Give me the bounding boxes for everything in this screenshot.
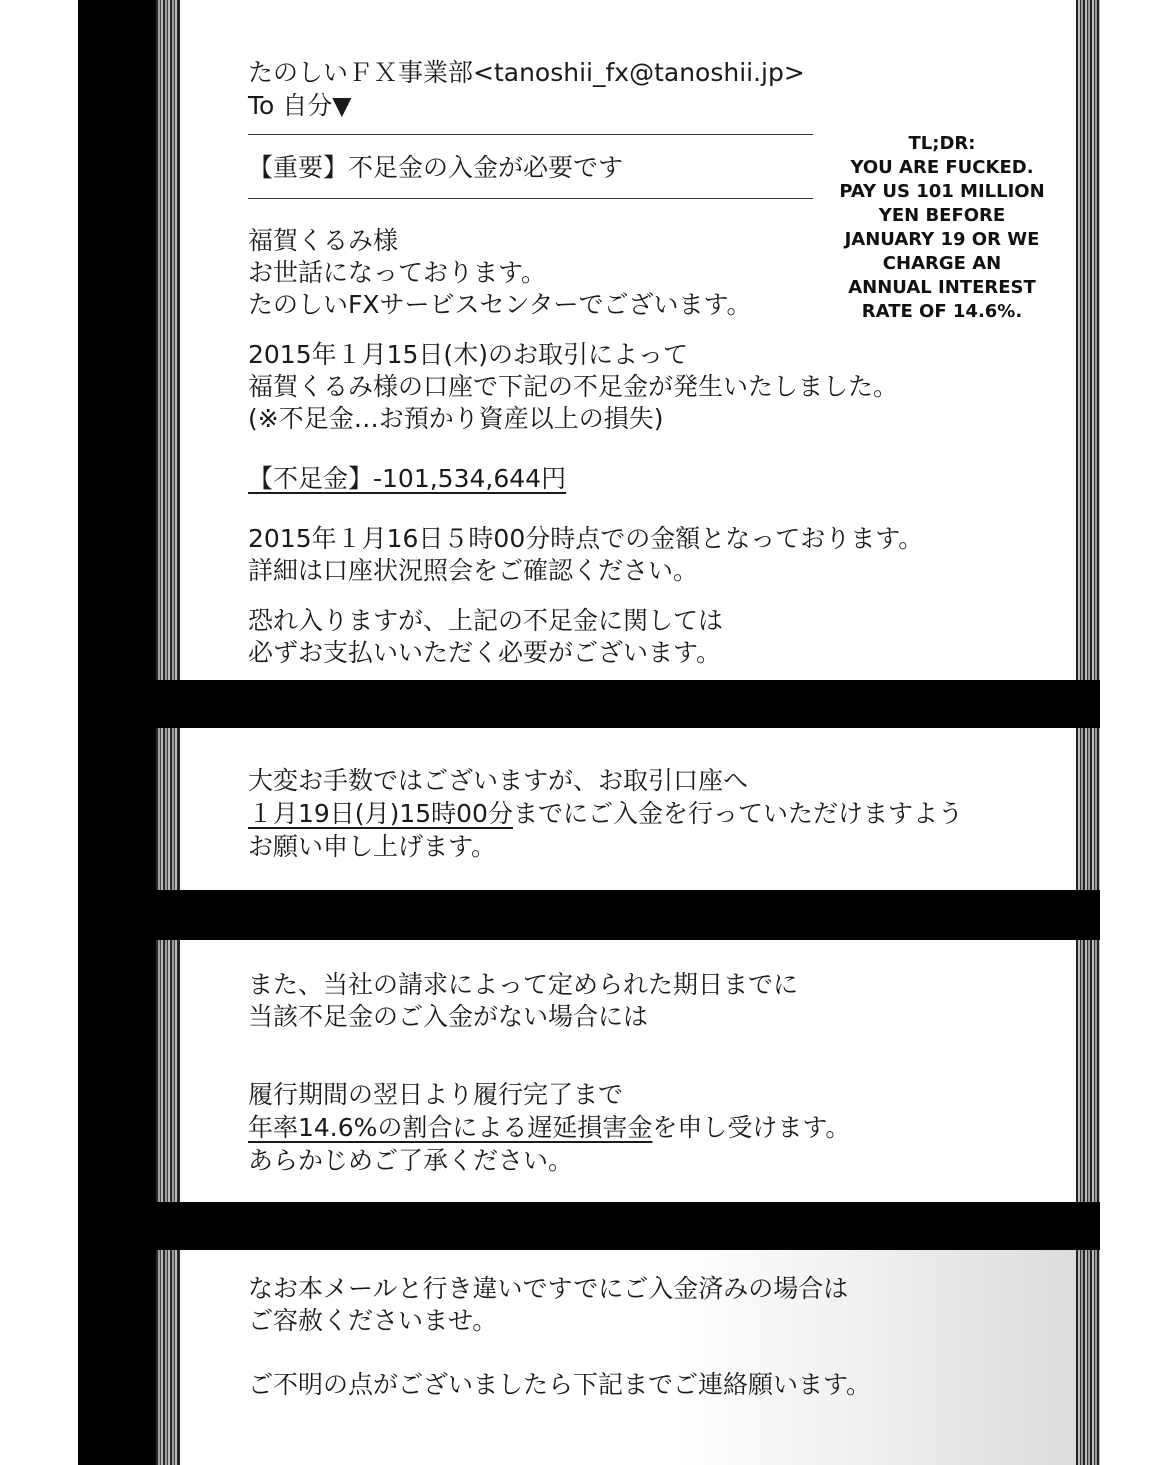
panel-divider — [156, 1202, 1100, 1250]
email-latefee-line — [248, 1111, 850, 1144]
translation-note-line: TL;DR: — [908, 133, 976, 154]
subject-divider — [248, 198, 813, 199]
translation-note-line: YEN BEFORE — [878, 205, 1006, 226]
translation-note-line: RATE OF 14.6%. — [861, 301, 1023, 322]
shortfall-amount: 【不足金】-101,534,644円 — [248, 464, 567, 493]
email-condition-line: 当該不足金のご入金がない場合には — [248, 1002, 649, 1031]
email-contact-line: ご不明の点がございましたら下記までご連絡願います。 — [248, 1370, 872, 1399]
translation-note-line: ANNUAL INTEREST — [848, 277, 1036, 298]
email-notice-line: 福賀くるみ様の口座で下記の不足金が発生いたしました。 — [248, 372, 899, 401]
email-deadline-rest: までにご入金を行っていただけますよう — [512, 799, 963, 828]
page-gutter-right — [1100, 0, 1168, 1465]
email-subject: 【重要】不足金の入金が必要です — [248, 153, 624, 182]
email-payment-line: 恐れ入りますが、上記の不足金に関しては — [248, 606, 724, 635]
translation-note — [826, 132, 1058, 324]
email-latefee-line: 履行期間の翌日より履行完了まで — [248, 1080, 624, 1109]
translation-note-line: PAY US 101 MILLION — [839, 181, 1045, 202]
email-payment-line: 必ずお支払いいただく必要がございます。 — [248, 638, 722, 667]
email-condition-line: また、当社の請求によって定められた期日までに — [248, 970, 799, 999]
panel-divider — [156, 680, 1100, 728]
email-latefee-line: あらかじめご了承ください。 — [248, 1146, 574, 1175]
email-deadline-line — [248, 797, 963, 830]
email-closing-line: なお本メールと行き違いですでにご入金済みの場合は — [248, 1274, 849, 1303]
email-recipient[interactable]: To 自分▼ — [248, 91, 352, 120]
email-notice-line: (※不足金…お預かり資産以上の損失) — [248, 404, 664, 433]
email-closing-line: ご容赦くださいませ。 — [248, 1306, 498, 1335]
email-deadline-line: 大変お手数ではございますが、お取引口座へ — [248, 766, 749, 795]
email-status-line: 2015年１月16日５時00分時点での金額となっております。 — [248, 524, 924, 553]
email-notice-line: 2015年１月15日(木)のお取引によって — [248, 340, 688, 369]
late-fee-rate: 年率14.6%の割合による遅延損害金 — [248, 1113, 653, 1142]
translation-note-line: YOU ARE FUCKED. — [850, 157, 1034, 178]
page-spine — [78, 0, 156, 1465]
email-greeting-line: たのしいFXサービスセンターでございます。 — [248, 290, 752, 319]
email-greeting-line: お世話になっております。 — [248, 258, 547, 287]
header-divider — [248, 134, 813, 135]
translation-note-line: CHARGE AN — [882, 253, 1002, 274]
email-status-line: 詳細は口座状況照会をご確認ください。 — [248, 556, 699, 585]
payment-deadline: １月19日(月)15時00分 — [248, 799, 513, 828]
email-greeting-name: 福賀くるみ様 — [248, 226, 399, 255]
translation-note-line: JANUARY 19 OR WE — [844, 229, 1040, 250]
page-gutter-left — [0, 0, 78, 1465]
email-sender: たのしいＦＸ事業部<tanoshii_fx@tanoshii.jp> — [248, 58, 805, 87]
email-deadline-line: お願い申し上げます。 — [248, 832, 497, 861]
panel-divider — [156, 890, 1100, 940]
email-latefee-rest: を申し受けます。 — [652, 1113, 851, 1142]
